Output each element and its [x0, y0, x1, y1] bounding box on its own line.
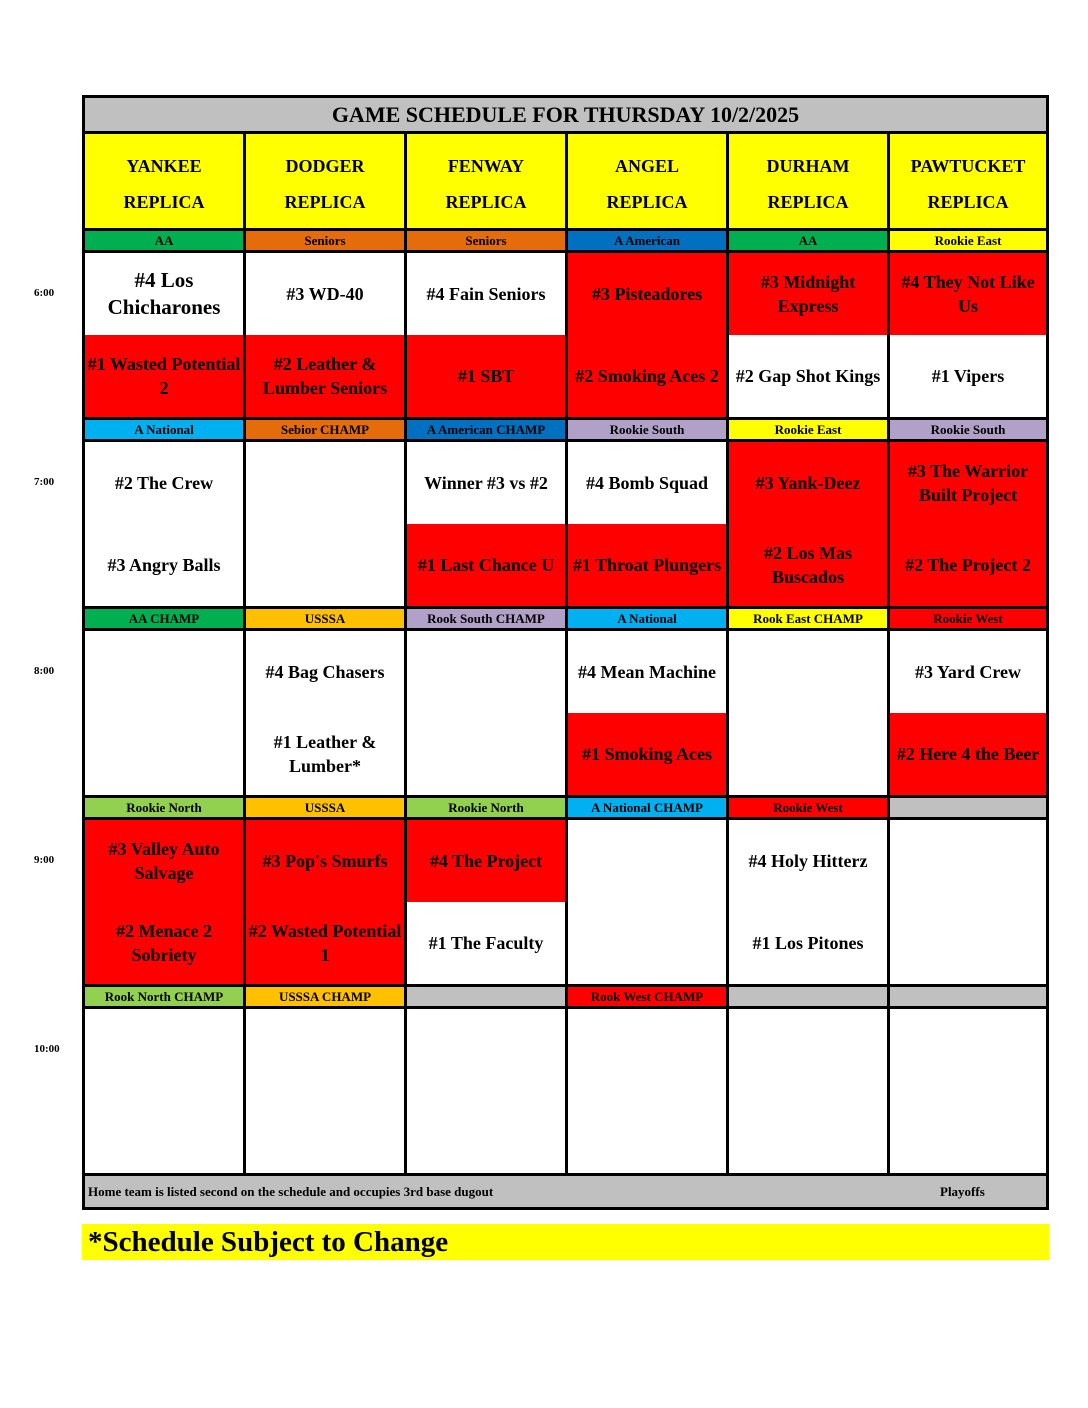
home-team: #1 Vipers — [931, 366, 1005, 386]
division-label: AA CHAMP — [85, 609, 243, 628]
division-label: AA — [729, 231, 887, 250]
away-team — [85, 1009, 243, 1091]
away-team: Winner #3 vs #2 — [424, 473, 548, 493]
home-team — [246, 524, 404, 606]
division-label — [890, 798, 1046, 817]
division-label: USSSA — [246, 798, 404, 817]
division-label: AA — [85, 231, 243, 250]
division-label: Rookie North — [407, 798, 565, 817]
away-team — [729, 1009, 887, 1091]
home-team: #1 Leather & Lumber* — [273, 732, 377, 776]
division-label — [729, 987, 887, 1006]
time-label: 8:00 — [34, 665, 55, 677]
away-team: #4 Bag Chasers — [265, 662, 385, 682]
home-team: #2 The Project 2 — [890, 524, 1046, 606]
venue-subtitle: REPLICA — [606, 192, 688, 212]
venue-name: YANKEE — [126, 156, 202, 176]
time-label: 9:00 — [34, 854, 55, 866]
away-team: #4 Fain Seniors — [426, 284, 546, 304]
away-team — [568, 820, 726, 902]
away-team: #3 WD-40 — [286, 284, 364, 304]
division-label: Rookie South — [890, 420, 1046, 439]
division-label: Sebior CHAMP — [246, 420, 404, 439]
away-team — [890, 820, 1046, 902]
away-team: #3 Pisteadores — [568, 253, 726, 335]
division-label: Seniors — [407, 231, 565, 250]
home-team: #2 Leather & Lumber Seniors — [246, 335, 404, 417]
division-label — [407, 987, 565, 1006]
division-label: Rookie South — [568, 420, 726, 439]
home-team: #1 Los Pitones — [752, 933, 864, 953]
schedule-change-banner: *Schedule Subject to Change — [82, 1224, 1049, 1260]
away-team — [246, 1009, 404, 1091]
away-team: #3 The Warrior Built Project — [890, 442, 1046, 524]
division-label: A National — [85, 420, 243, 439]
home-team: #3 Angry Balls — [107, 555, 221, 575]
venue-subtitle: REPLICA — [445, 192, 527, 212]
home-team — [890, 1091, 1046, 1173]
division-label: Seniors — [246, 231, 404, 250]
home-team — [568, 1091, 726, 1173]
home-team — [729, 713, 887, 795]
away-team: #3 Yank-Deez — [729, 442, 887, 524]
away-team — [407, 1009, 565, 1091]
home-team: #2 Wasted Potential 1 — [246, 902, 404, 984]
venue-name: DODGER — [285, 156, 365, 176]
venue-header — [85, 134, 243, 228]
away-team: #2 The Crew — [114, 473, 214, 493]
home-team: #1 Wasted Potential 2 — [85, 335, 243, 417]
away-team — [890, 1009, 1046, 1091]
away-team — [568, 1009, 726, 1091]
division-label: Rook North CHAMP — [85, 987, 243, 1006]
home-team: #1 SBT — [407, 335, 565, 417]
away-team: #4 Bomb Squad — [585, 473, 709, 493]
venue-header — [407, 134, 565, 228]
away-team — [729, 631, 887, 713]
division-label: Rook West CHAMP — [568, 987, 726, 1006]
venue-header — [246, 134, 404, 228]
away-team: #4 Holy Hitterz — [748, 851, 868, 871]
division-label: Rookie West — [729, 798, 887, 817]
division-label: A American CHAMP — [407, 420, 565, 439]
away-team: #3 Midnight Express — [729, 253, 887, 335]
schedule-title: GAME SCHEDULE FOR THURSDAY 10/2/2025 — [85, 98, 1046, 131]
away-team: #3 Yard Crew — [915, 662, 1021, 682]
division-label — [890, 987, 1046, 1006]
venue-name: FENWAY — [447, 156, 525, 176]
away-team: #4 Mean Machine — [578, 662, 716, 682]
venue-subtitle: REPLICA — [927, 192, 1009, 212]
venue-subtitle: REPLICA — [284, 192, 366, 212]
home-team — [890, 902, 1046, 984]
venue-subtitle: REPLICA — [123, 192, 205, 212]
home-team: #2 Menace 2 Sobriety — [85, 902, 243, 984]
home-team: #1 Smoking Aces — [568, 713, 726, 795]
home-team: #1 Throat Plungers — [568, 524, 726, 606]
venue-subtitle: REPLICA — [767, 192, 849, 212]
away-team: #4 The Project — [407, 820, 565, 902]
division-label: A National — [568, 609, 726, 628]
away-team: #4 Los Chicharones — [107, 268, 221, 319]
division-label: Rook East CHAMP — [729, 609, 887, 628]
away-team — [246, 442, 404, 524]
home-team: #1 The Faculty — [428, 933, 544, 953]
away-team: #3 Pop's Smurfs — [246, 820, 404, 902]
venue-header — [890, 134, 1046, 228]
time-label: 7:00 — [34, 476, 55, 488]
home-team — [85, 1091, 243, 1173]
footer-bar — [85, 1176, 1046, 1207]
division-label: Rookie West — [890, 609, 1046, 628]
home-team: #2 Los Mas Buscados — [729, 524, 887, 606]
division-label: A National CHAMP — [568, 798, 726, 817]
venue-header — [729, 134, 887, 228]
away-team — [85, 631, 243, 713]
division-label: Rookie East — [729, 420, 887, 439]
home-team: #2 Smoking Aces 2 — [568, 335, 726, 417]
home-team — [407, 1091, 565, 1173]
away-team: #3 Valley Auto Salvage — [85, 820, 243, 902]
home-team: #2 Gap Shot Kings — [735, 366, 881, 386]
home-team: #1 Last Chance U — [407, 524, 565, 606]
playoffs-label: Playoffs — [940, 1183, 985, 1199]
division-label: USSSA CHAMP — [246, 987, 404, 1006]
venue-name: ANGEL — [614, 156, 679, 176]
venue-name: DURHAM — [766, 156, 850, 176]
home-team — [85, 713, 243, 795]
time-label: 6:00 — [34, 287, 55, 299]
venue-name: PAWTUCKET — [910, 156, 1026, 176]
venue-header — [568, 134, 726, 228]
home-team — [407, 713, 565, 795]
home-team — [729, 1091, 887, 1173]
division-label: Rookie East — [890, 231, 1046, 250]
home-team — [568, 902, 726, 984]
division-label: Rookie North — [85, 798, 243, 817]
schedule-table — [82, 95, 1049, 1210]
away-team: #4 They Not Like Us — [890, 253, 1046, 335]
home-team — [246, 1091, 404, 1173]
division-label: A American — [568, 231, 726, 250]
division-label: USSSA — [246, 609, 404, 628]
time-label: 10:00 — [34, 1043, 60, 1055]
away-team — [407, 631, 565, 713]
division-label: Rook South CHAMP — [407, 609, 565, 628]
home-team: #2 Here 4 the Beer — [890, 713, 1046, 795]
footer-note: Home team is listed second on the schedule and occupies 3rd base dugout — [88, 1183, 494, 1199]
